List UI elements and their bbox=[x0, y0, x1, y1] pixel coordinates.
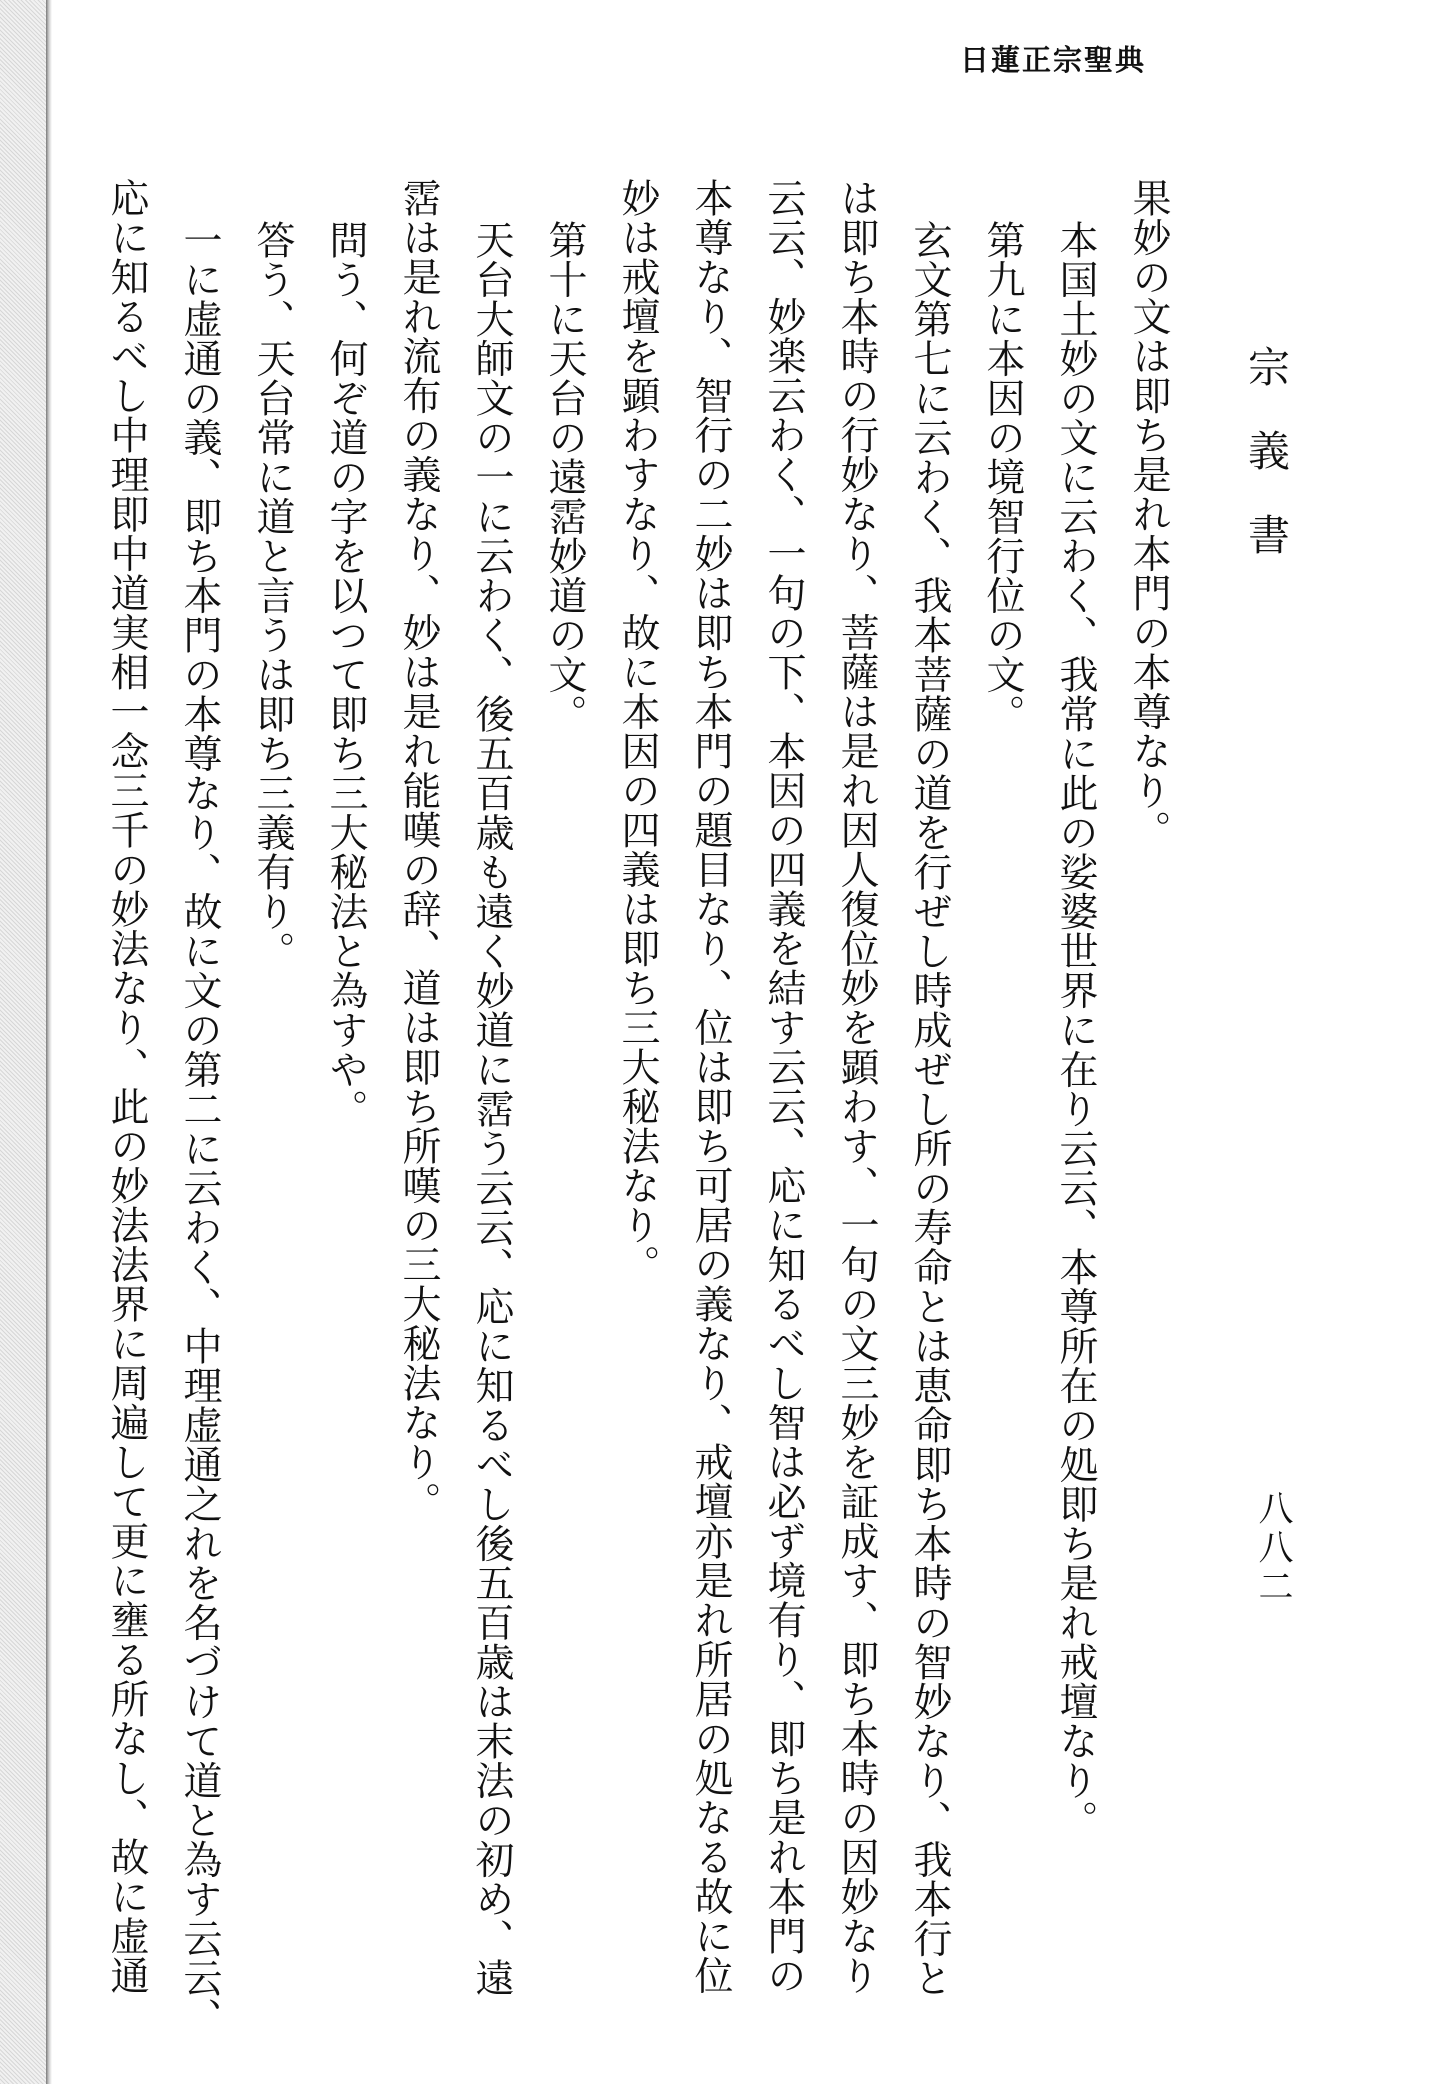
text-column-2: 本国土妙の文に云わく、我常に此の娑婆世界に在り云云、本尊所在の処即ち是れ戒壇なり。 bbox=[1053, 220, 1098, 1840]
text-column-1: 果妙の文は即ち是れ本門の本尊なり。 bbox=[1126, 178, 1171, 850]
text-column-15: 応に知るべし中理即中道実相一念三千の妙法なり、此の妙法法界に周遍して更に壅る所なし、故に虚通 bbox=[104, 178, 149, 1995]
book-title: 日蓮正宗聖典 bbox=[959, 43, 1146, 77]
text-column-10: 天台大師文の一に云わく、後五百歳も遠く妙道に霑う云云、応に知るべし後五百歳は末法の初め、遠 bbox=[469, 220, 514, 1998]
text-column-8: 妙は戒壇を顕わすなり、故に本因の四義は即ち三大秘法なり。 bbox=[615, 178, 660, 1284]
text-column-5: は即ち本時の行妙なり、菩薩は是れ因人復位妙を顕わす、一句の文三妙を証成す、即ち本時の因妙なり bbox=[834, 178, 879, 1995]
text-column-14: 一に虚通の義、即ち本門の本尊なり、故に文の第二に云わく、中理虚通之れを名づけて道と為す云云、 bbox=[177, 220, 222, 2037]
body-text bbox=[104, 178, 1172, 2037]
text-column-9: 第十に天台の遠霑妙道の文。 bbox=[542, 220, 587, 734]
page-number: 八八二 bbox=[1253, 1490, 1293, 1607]
section-title: 宗義書 bbox=[1242, 345, 1291, 597]
text-column-4: 玄文第七に云わく、我本菩薩の道を行ぜし時成ぜし所の寿命とは恵命即ち本時の智妙なり、我本行と bbox=[907, 220, 952, 1998]
text-column-12: 問う、何ぞ道の字を以つて即ち三大秘法と為すや。 bbox=[323, 220, 368, 1129]
text-column-13: 答う、天台常に道と言うは即ち三義有り。 bbox=[250, 220, 295, 971]
text-column-7: 本尊なり、智行の二妙は即ち本門の題目なり、位は即ち可居の義なり、戒壇亦是れ所居の処なる故に位 bbox=[688, 178, 733, 1995]
text-column-6: 云云、妙楽云わく、一句の下、本因の四義を結す云云、応に知るべし智は必ず境有り、即ち是れ本門の bbox=[761, 178, 806, 1995]
text-column-11: 霑は是れ流布の義なり、妙は是れ能嘆の辞、道は即ち所嘆の三大秘法なり。 bbox=[396, 178, 441, 1521]
gutter-edge bbox=[46, 0, 52, 2084]
text-column-3: 第九に本因の境智行位の文。 bbox=[980, 220, 1025, 734]
book-gutter-shadow bbox=[0, 0, 48, 2084]
